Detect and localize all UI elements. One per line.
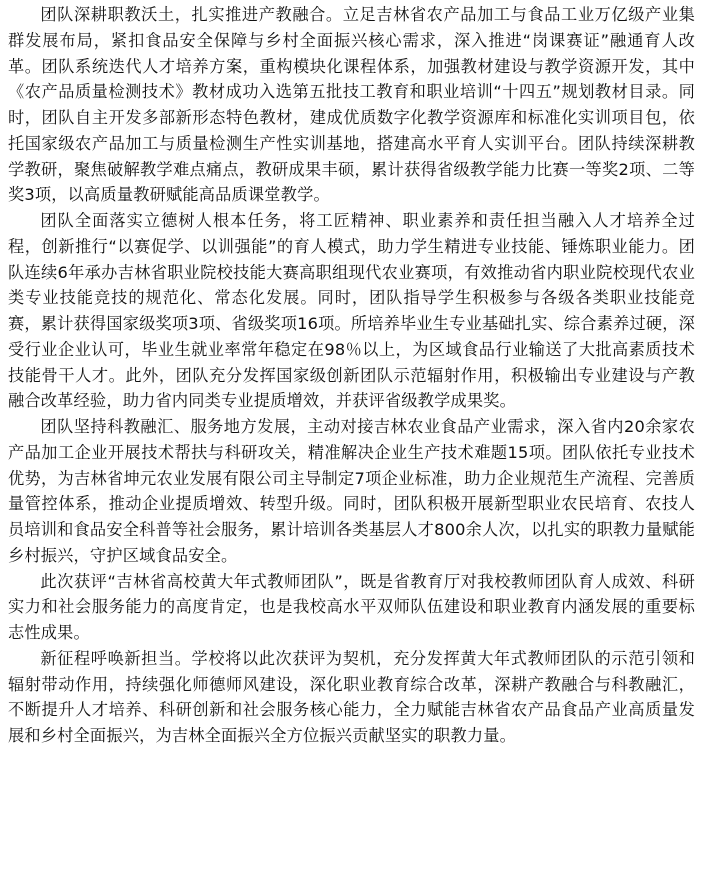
- paragraph-talent-cultivation: 团队全面落实立德树人根本任务，将工匠精神、职业素养和责任担当融入人才培养全过程，创新推行“以赛促学、以训强能”的育人模式，助力学生精进专业技能、锤炼职业能力。团队连续6年承办吉林省职业院校技能大赛高职组现代农业赛项，有效推动省内职业院校现代农业类专业技能竞技的规范化、常态化发展。同时，团队指导学生积极参与各级各类职业技能竞赛，累计获得国家级奖项3项、省级奖项16项。所培养毕业生专业基础扎实、综合素养过硬，深受行业企业认可，毕业生就业率常年稳定在98％以上，为区域食品行业输送了大批高素质技术技能骨干人才。此外，团队充分发挥国家级创新团队示范辐射作用，积极输出专业建设与产教融合改革经验，助力省内同类专业提质增效，并获评省级教学成果奖。: [8, 211, 695, 411]
- paragraph-future-outlook: 新征程呼唤新担当。学校将以此次获评为契机，充分发挥黄大年式教师团队的示范引领和辐射带动作用，持续强化师德师风建设，深化职业教育综合改革，深耕产教融合与科教融汇，不断提升人才培养、科研创新和社会服务核心能力，全力赋能吉林省农产品食品产业高质量发展和乡村全面振兴，为吉林全面振兴全方位振兴贡献坚实的职教力量。: [8, 648, 695, 745]
- paragraph-award-significance: 此次获评“吉林省高校黄大年式教师团队”，既是省教育厅对我校教师团队育人成效、科研实力和社会服务能力的高度肯定，也是我校高水平双师队伍建设和职业教育内涵发展的重要标志性成果。: [8, 571, 695, 642]
- paragraph-teaching-reform: 团队深耕职教沃土，扎实推进产教融合。立足吉林省农产品加工与食品工业万亿级产业集群发展布局，紧扣食品安全保障与乡村全面振兴核心需求，深入推进“岗课赛证”融通育人改革。团队系统迭代人才培养方案，重构模块化课程体系，加强教材建设与教学资源开发，其中《农产品质量检测技术》教材成功入选第五批技工教育和职业培训“十四五”规划教材目录。同时，团队自主开发多部新形态特色教材，建成优质数字化教学资源库和标准化实训项目包，依托国家级农产品加工与质量检测生产性实训基地，搭建高水平育人实训平台。团队持续深耕教学教研，聚焦破解教学难点痛点，教研成果丰硕，累计获得省级教学能力比赛一等奖2项、二等奖3项，以高质量教研赋能高品质课堂教学。: [8, 5, 695, 205]
- paragraph-social-service: 团队坚持科教融汇、服务地方发展，主动对接吉林农业食品产业需求，深入省内20余家农产品加工企业开展技术帮扶与科研攻关，精准解决企业生产技术难题15项。团队依托专业技术优势，为吉林省坤元农业发展有限公司主导制定7项企业标准，助力企业规范生产流程、完善质量管控体系，推动企业提质增效、转型升级。同时，团队积极开展新型职业农民培育、农技人员培训和食品安全科普等社会服务，累计培训各类基层人才800余人次，以扎实的职教力量赋能乡村振兴，守护区域食品安全。: [8, 417, 695, 565]
